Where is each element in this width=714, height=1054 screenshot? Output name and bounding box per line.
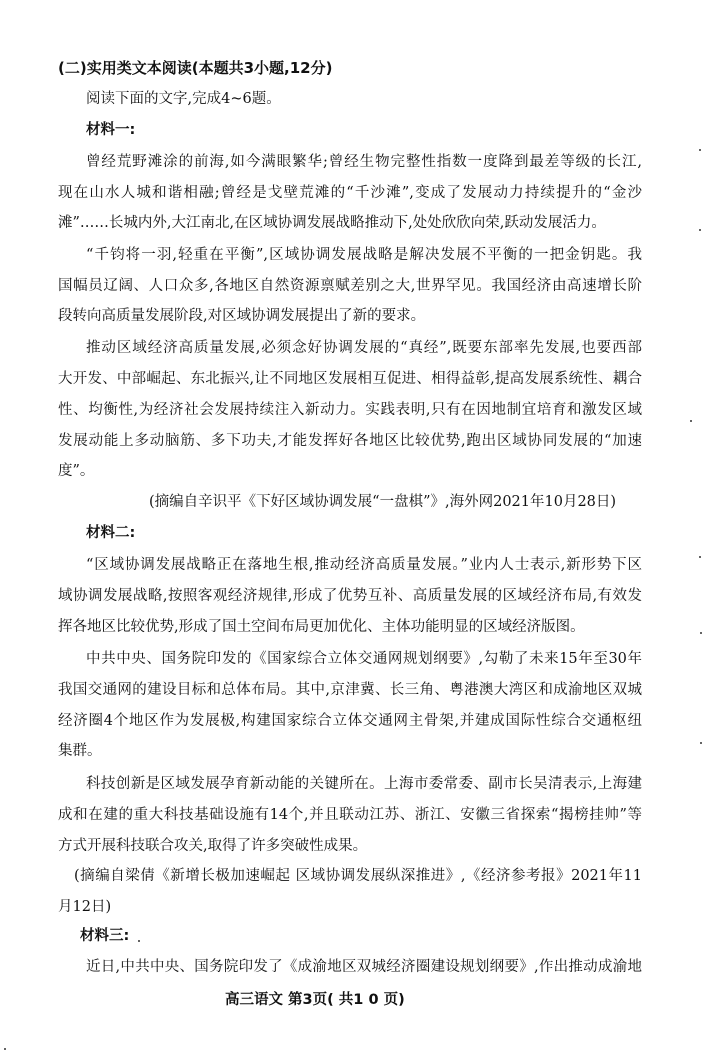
- material-3-label: 材料三:: [80, 928, 130, 944]
- material-2-p2-line3: 经济圈4个地区作为发展极,构建国家综合立体交通网主骨架,并建成国际性综合交通枢纽: [58, 713, 642, 729]
- section-heading: (二)实用类文本阅读(本题共3小题,12分): [58, 59, 333, 77]
- scan-speck: [699, 149, 701, 151]
- material-2-source-line1: (摘编自梁倩《新增长极加速崛起 区域协调发展纵深推进》,《经济参考报》2021年11: [74, 868, 642, 884]
- material-2-p1-line3: 挥各地区比较优势,形成了国土空间布局更加优化、主体功能明显的区域经济版图。: [58, 619, 585, 635]
- material-2-label: 材料二:: [86, 525, 136, 541]
- material-2-p2-line4: 集群。: [58, 743, 102, 759]
- material-1-p3-line5: 度”。: [58, 463, 95, 479]
- material-2-p2-line1: 中共中央、国务院印发的《国家综合立体交通网规划纲要》,勾勒了未来15年至30年: [86, 651, 642, 667]
- material-1-p1-line2: 现在山水人城和谐相融;曾经是戈壁荒滩的“千沙滩”,变成了发展动力持续提升的“金沙: [58, 185, 642, 201]
- material-2-p3-line1: 科技创新是区域发展孕育新动能的关键所在。上海市委常委、副市长吴清表示,上海建: [86, 776, 642, 792]
- material-1-p2-line2: 国幅员辽阔、人口众多,各地区自然资源禀赋差别之大,世界罕见。我国经济由高速增长阶: [58, 278, 642, 294]
- scan-speck: [4, 1048, 6, 1050]
- material-1-p2-line3: 段转向高质量发展阶段,对区域协调发展提出了新的要求。: [58, 308, 426, 324]
- scan-speck: [699, 229, 701, 231]
- material-2-source-line2: 月12日): [58, 899, 112, 915]
- scan-speck: [699, 556, 701, 558]
- material-1-label: 材料一:: [86, 122, 136, 138]
- material-2-p1-line1: “区域协调发展战略正在落地生根,推动经济高质量发展。”业内人士表示,新形势下区: [86, 557, 642, 573]
- material-2-p3-line2: 成和在建的重大科技基础设施有14个,并且联动江苏、浙江、安徽三省探索“揭榜挂帅”等: [58, 807, 642, 823]
- material-1-p3-line3: 性、均衡性,为经济社会发展持续注入新动力。实践表明,只有在因地制宜培育和激发区域: [58, 402, 642, 418]
- material-1-p3-line1: 推动区域经济高质量发展,必须念好协调发展的“真经”,既要东部率先发展,也要西部: [86, 340, 642, 356]
- material-1-p2-line1: “千钧将一羽,轻重在平衡”,区域协调发展战略是解决发展不平衡的一把金钥匙。我: [86, 247, 642, 263]
- page-footer: 高三语文 第3页( 共1 0 页): [225, 992, 405, 1008]
- material-2-p3-line3: 方式开展科技联合攻关,取得了许多突破性成果。: [58, 838, 368, 854]
- material-1-p1-line1: 曾经荒野滩涂的前海,如今满眼繁华;曾经生物完整性指数一度降到最差等级的长江,: [86, 154, 642, 170]
- scan-speck: [700, 742, 702, 744]
- scan-speck: [690, 420, 692, 422]
- scan-speck: [138, 940, 140, 942]
- material-1-p3-line4: 发展动能上多动脑筋、多下功夫,才能发挥好各地区比较优势,跑出区域协同发展的“加速: [58, 433, 642, 449]
- material-1-p1-line3: 滩”……长城内外,大江南北,在区域协调发展战略推动下,处处欣欣向荣,跃动发展活力。: [58, 215, 606, 231]
- material-3-p1-line1: 近日,中共中央、国务院印发了《成渝地区双城经济圈建设规划纲要》,作出推动成渝地: [86, 959, 642, 975]
- material-1-source: (摘编自辛识平《下好区域协调发展“一盘棋”》,海外网2021年10月28日): [149, 494, 617, 510]
- material-2-p1-line2: 域协调发展战略,按照客观经济规律,形成了优势互补、高质量发展的区域经济布局,有效发: [58, 588, 642, 604]
- instruction-text: 阅读下面的文字,完成4~6题。: [86, 91, 281, 107]
- material-1-p3-line2: 大开发、中部崛起、东北振兴,让不同地区发展相互促进、相得益彰,提高发展系统性、耦合: [58, 371, 642, 387]
- material-2-p2-line2: 我国交通网的建设目标和总体布局。其中,京津冀、长三角、粤港澳大湾区和成渝地区双城: [58, 682, 642, 698]
- scan-speck: [700, 632, 702, 634]
